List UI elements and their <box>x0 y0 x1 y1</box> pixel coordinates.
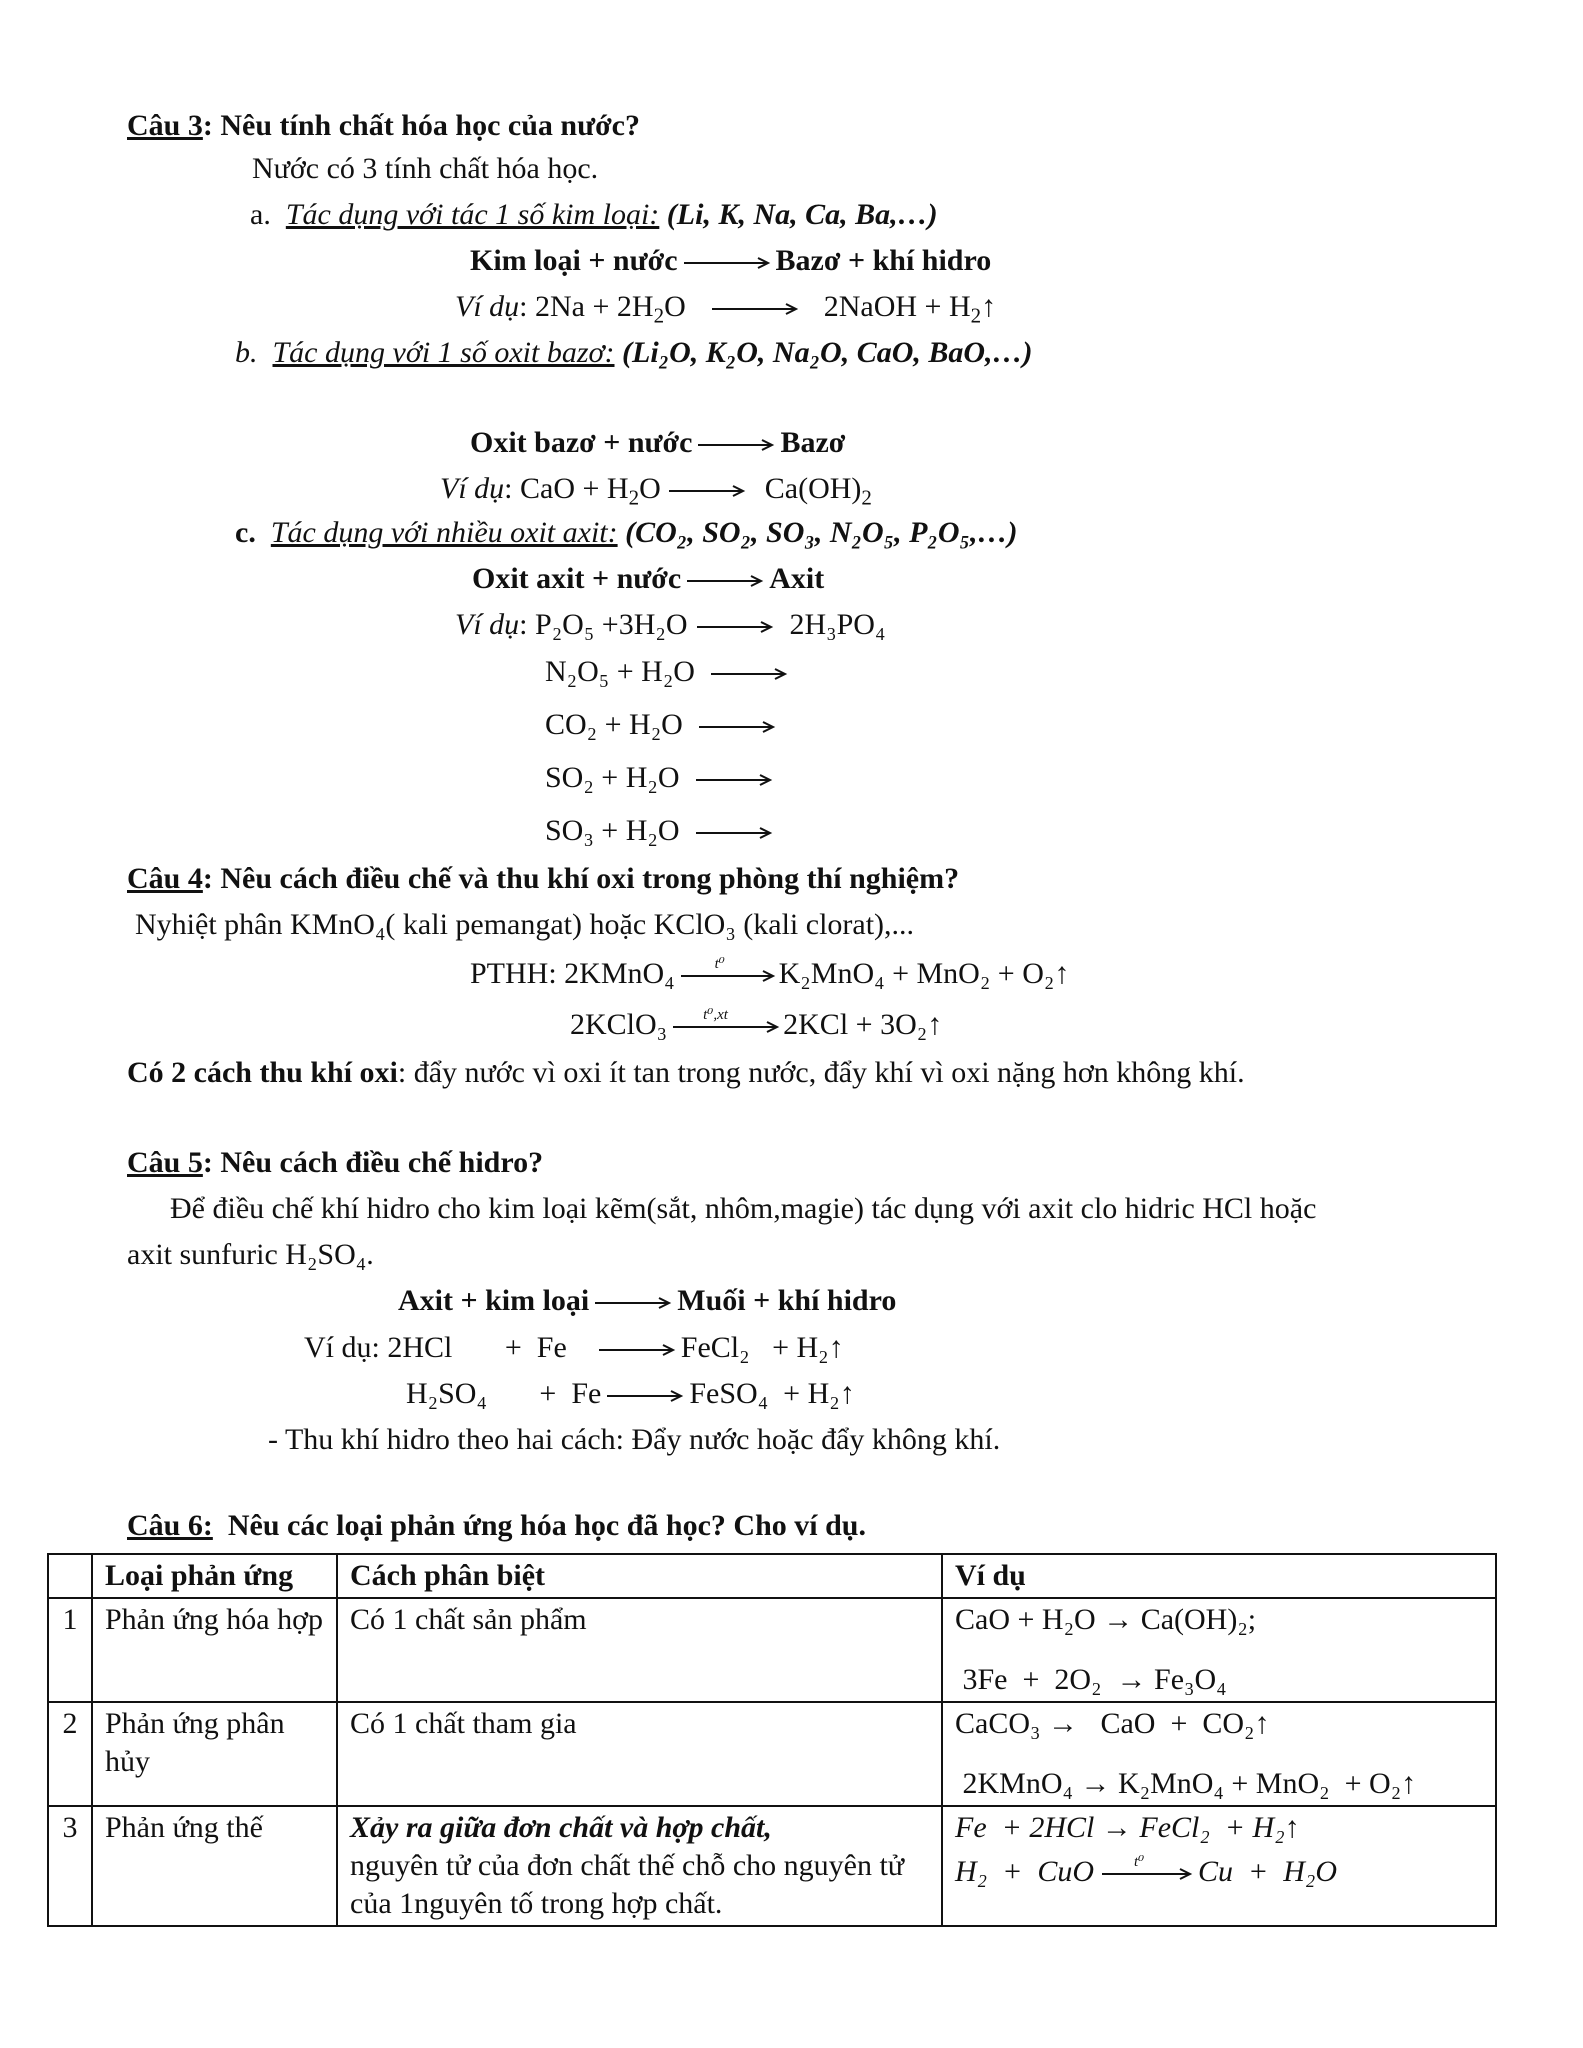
q3c-extra-3 <box>545 759 778 797</box>
q3a-general-left: Kim loại + nước <box>470 244 678 277</box>
q5-para2: axit sunfuric H₂SO₄. <box>127 1238 374 1271</box>
q3a-line <box>250 196 938 234</box>
reaction-arrow-icon <box>597 1343 677 1357</box>
q5-ex1 <box>304 1329 844 1367</box>
q5-general <box>398 1282 896 1320</box>
q3c-list: (CO₂, SO₂, SO₃, N₂O₅, P₂O₅,…) <box>625 516 1018 549</box>
q3c-ex-left: : P₂O₅ +3H₂O <box>519 608 688 641</box>
row-example-1: CaCO₃ → CaO + CO₂↑ <box>955 1707 1270 1740</box>
q3b-marker: b. <box>235 336 258 369</box>
q4-label: Câu 4 <box>127 862 203 895</box>
q3c-general-left: Oxit axit + nước <box>472 562 682 595</box>
q3-intro: Nước có 3 tính chất hóa học. <box>252 152 599 185</box>
q3a-marker: a. <box>250 198 271 231</box>
row-criterion <box>337 1806 942 1926</box>
q4-heading <box>127 860 959 898</box>
q4-eq2-arrow <box>669 1007 781 1042</box>
q4-eq1 <box>470 955 1069 993</box>
q3c-extra-1-text: N₂O₅ + H₂O <box>545 655 695 688</box>
row-criterion: Có 1 chất tham gia <box>337 1702 942 1806</box>
header-criterion: Cách phân biệt <box>337 1554 942 1598</box>
q4-eq2-left: 2KClO₃ <box>570 1008 668 1041</box>
q3c-marker: c. <box>235 516 256 549</box>
table-row <box>48 1806 1496 1926</box>
row-example-2-right: Cu + H₂O <box>1198 1855 1338 1888</box>
q6-label: Câu 6: <box>127 1509 213 1542</box>
row-criterion-bold: Xảy ra giữa đơn chất và hợp chất, <box>350 1811 772 1844</box>
q4-eq2-right: 2KCl + 3O₂↑ <box>783 1008 943 1041</box>
reaction-arrow-icon <box>695 620 775 634</box>
q3a-general-right: Bazơ + khí hidro <box>775 244 992 277</box>
reaction-arrow-icon <box>697 720 777 734</box>
q4-eq1-right: K₂MnO₄ + MnO₂ + O₂↑ <box>778 957 1070 990</box>
q3c-example <box>455 606 885 644</box>
q3b-general <box>470 424 845 462</box>
q5-ex2 <box>406 1375 855 1413</box>
row-example-1: CaO + H₂O → Ca(OH)₂; <box>955 1603 1257 1636</box>
q4-title: : Nêu cách điều chế và thu khí oxi trong phòng thí nghiệm? <box>202 862 960 895</box>
q3a-list: (Li, K, Na, Ca, Ba,…) <box>666 198 938 231</box>
q3c-extra-1 <box>545 653 793 691</box>
row-example-2: 2KMnO₄ → K₂MnO₄ + MnO₂ + O₂↑ <box>955 1767 1417 1800</box>
table-header-row <box>48 1554 1496 1598</box>
reaction-arrow-icon <box>696 438 776 452</box>
q4-eq1-left: PTHH: 2KMnO₄ <box>470 957 675 990</box>
q3c-extra-4 <box>545 812 778 850</box>
reaction-arrow-icon <box>605 1389 685 1403</box>
q3c-general <box>472 560 824 598</box>
row-example-1: Fe + 2HCl → FeCl₂ + H₂↑ <box>955 1811 1300 1844</box>
q3-heading <box>127 107 640 145</box>
row-num: 1 <box>48 1598 92 1702</box>
q3c-general-right: Axit <box>769 562 825 595</box>
q5-collect: - Thu khí hidro theo hai cách: Đẩy nước hoặc đẩy không khí. <box>268 1423 1001 1456</box>
q3b-heading: Tác dụng với 1 số oxit bazơ: <box>272 336 615 369</box>
q3a-ex-right: 2NaOH + H <box>823 290 971 323</box>
table-row <box>48 1702 1496 1806</box>
row-example-2-arrow <box>1098 1854 1194 1889</box>
row-type: Phản ứng hóa hợp <box>92 1598 337 1702</box>
q4-eq1-arrow <box>677 956 777 991</box>
q5-general-left: Axit + kim loại <box>398 1284 590 1317</box>
reaction-types-table <box>47 1553 1497 1927</box>
q3c-line <box>235 514 1018 552</box>
q3a-general <box>470 242 991 280</box>
q3b-general-right: Bazơ <box>780 426 846 459</box>
reaction-arrow-icon <box>593 1296 673 1310</box>
q5-ex1-left: Ví dụ: 2HCl + Fe <box>304 1331 567 1364</box>
reaction-arrow-icon <box>1098 1859 1194 1889</box>
table-row <box>48 1598 1496 1702</box>
q4-collect-text: : đẩy nước vì oxi ít tan trong nước, đẩy khí vì oxi nặng hơn không khí. <box>397 1056 1245 1089</box>
q4-collect <box>127 1054 1245 1092</box>
reaction-arrow-icon <box>694 826 774 840</box>
q5-label: Câu 5 <box>127 1146 203 1179</box>
row-example-2-left: H₂ + CuO <box>955 1855 1095 1888</box>
header-type: Loại phản ứng <box>92 1554 337 1598</box>
row-example <box>942 1598 1496 1702</box>
q5-ex2-right: FeSO₄ + H₂↑ <box>689 1377 855 1410</box>
reaction-arrow-icon <box>694 773 774 787</box>
q3-label: Câu 3 <box>127 109 203 142</box>
q3a-ex-left: : 2Na + 2H <box>519 290 654 323</box>
q5-para1: Để điều chế khí hidro cho kim loại kẽm(sắt, nhôm,magie) tác dụng với axit clo hidric HCl hoặc <box>170 1192 1317 1225</box>
row-example-2 <box>955 1853 1483 1891</box>
q3a-example: Ví dụ: $2Na + 2H_2O$ 2NaOH + $H_2↑$ <box>455 290 997 328</box>
q3a-ex-label: Ví dụ <box>455 290 520 323</box>
q5-heading <box>127 1144 543 1182</box>
q3b-example: Ví dụ: CaO + $H_2O$ $Ca(OH)_2$ <box>440 472 872 510</box>
header-num <box>48 1554 92 1598</box>
q3c-ex-right: 2H₃PO₄ <box>789 608 886 641</box>
q3c-extra-3-text: SO₂ + H₂O <box>545 761 680 794</box>
q3a-heading: Tác dụng với tác 1 số kim loại: <box>285 198 660 231</box>
row-example-2: 3Fe + 2O₂ → Fe₃O₄ <box>955 1663 1227 1696</box>
row-criterion: Có 1 chất sản phẩm <box>337 1598 942 1702</box>
q4-collect-bold: Có 2 cách thu khí oxi <box>127 1056 398 1089</box>
q3b-general-left: Oxit bazơ + nước <box>470 426 693 459</box>
q3c-ex-label: Ví dụ <box>455 608 520 641</box>
row-num: 2 <box>48 1702 92 1806</box>
q5-ex2-left: H₂SO₄ + Fe <box>406 1377 602 1410</box>
reaction-arrow-icon <box>709 667 789 681</box>
q3b-ex-right: Ca(OH) <box>764 472 862 505</box>
reaction-arrow-icon <box>682 256 772 270</box>
q4-intro: Nyhiệt phân KMnO₄( kali pemangat) hoặc KClO₃ (kali clorat),... <box>135 908 915 941</box>
q3b-ex-left: : CaO + H <box>504 472 629 505</box>
row-example <box>942 1702 1496 1806</box>
row-example <box>942 1806 1496 1926</box>
reaction-arrow-icon <box>710 302 800 316</box>
q4-eq2-cond: t⁰,xt <box>703 1007 728 1024</box>
row-type: Phản ứng phân hủy <box>92 1702 337 1806</box>
row-num: 3 <box>48 1806 92 1926</box>
row-example-2-cond: t⁰ <box>1134 1854 1145 1871</box>
q5-general-right: Muối + khí hidro <box>677 1284 897 1317</box>
q5-title: : Nêu cách điều chế hidro? <box>202 1146 544 1179</box>
q3c-heading: Tác dụng với nhiều oxit axit: <box>270 516 618 549</box>
q3c-extra-2 <box>545 706 781 744</box>
row-criterion-text: nguyên tử của đơn chất thế chỗ cho nguyên tử của 1nguyên tố trong hợp chất. <box>350 1849 905 1920</box>
q4-eq2 <box>570 1006 942 1044</box>
reaction-arrow-icon <box>685 574 765 588</box>
q4-eq1-cond: t⁰ <box>714 956 725 973</box>
reaction-arrow-icon <box>677 961 777 991</box>
header-example: Ví dụ <box>942 1554 1496 1598</box>
q6-title: Nêu các loại phản ứng hóa học đã học? Cho ví dụ. <box>212 1509 866 1542</box>
row-type: Phản ứng thế <box>92 1806 337 1926</box>
q3c-extra-2-text: CO₂ + H₂O <box>545 708 683 741</box>
q5-ex1-right: FeCl₂ + H₂↑ <box>680 1331 844 1364</box>
reaction-arrow-icon <box>667 484 747 498</box>
q6-heading <box>127 1507 866 1545</box>
q3c-extra-4-text: SO₃ + H₂O <box>545 814 680 847</box>
q3b-list: (Li₂O, K₂O, Na₂O, CaO, BaO,…) <box>622 336 1033 369</box>
q3-title: : Nêu tính chất hóa học của nước? <box>202 109 640 142</box>
q3b-ex-label: Ví dụ <box>440 472 505 505</box>
q3b-line <box>235 334 1033 372</box>
